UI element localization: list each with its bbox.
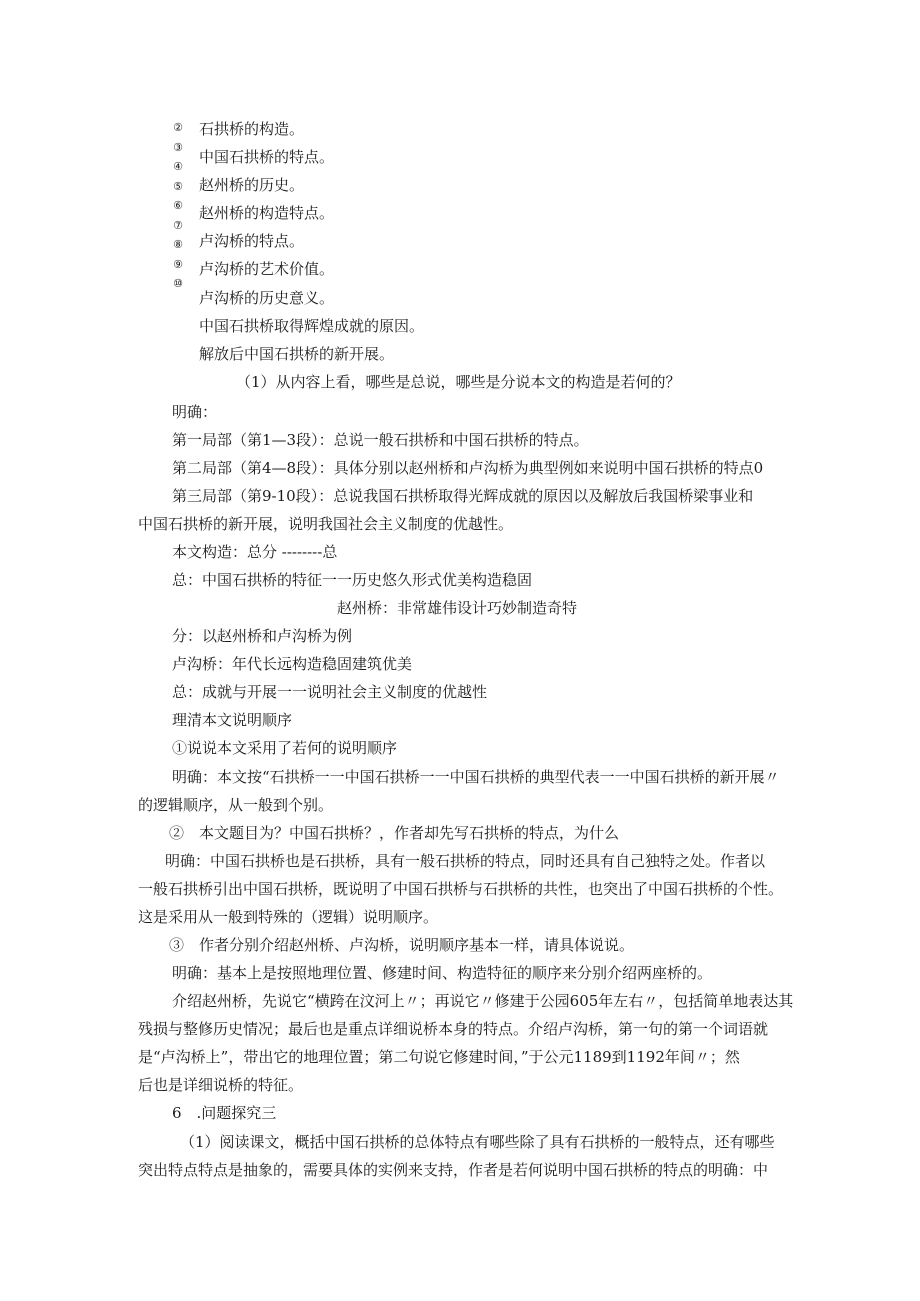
part-3-cont: 中国石拱桥的新开展，说明我国社会主义制度的优越性。 [138,515,514,533]
intro-paragraph-cont: 残损与整修历史情况；最后也是重点详细说桥本身的特点。介绍卢沟桥，第一句的第一个词语就 [138,1020,769,1038]
list-item: 赵州桥的构造特点。 [199,204,335,222]
list-number: ⑨ [173,257,183,271]
structure-line: 本文构造：总分 --------总 [172,543,338,561]
part-1: 第一局部（第1—3段）：总说一般石拱桥和中国石拱桥的特点。 [172,431,589,449]
order-title: 理清本文说明顺序 [172,711,293,729]
section-heading: 6 .问题探究三 [172,1104,277,1122]
list-number: ⑦ [173,218,183,232]
order-answer-3: 明确：基本上是按照地理位置、修建时间、构造特征的顺序来分别介绍两座桥的。 [172,964,713,982]
explore-paragraph: （1）阅读课文，概括中国石拱桥的总体特点有哪些除了具有石拱桥的一般特点，还有哪些 [180,1133,775,1151]
order-answer-1: 明确：本文按“石拱桥一一中国石拱桥一一中国石拱桥的典型代表一一中国石拱桥的新开展〃 [172,768,780,786]
list-item: 中国石拱桥取得辉煌成就的原因。 [199,317,425,335]
list-item: 中国石拱桥的特点。 [199,148,335,166]
list-number: ④ [173,160,183,173]
list-item: 解放后中国石拱桥的新开展。 [199,345,395,363]
list-number-column [168,118,188,294]
structure-fen: 分：以赵州桥和卢沟桥为例 [172,627,353,645]
order-answer-1-cont: 的逻辑顺序，从一般到个别。 [138,796,334,814]
intro-paragraph-cont: 是“卢沟桥上”，带出它的地理位置；第二句说它修建时间，”于公元1189到1192年间〃；然 [138,1048,740,1066]
part-2: 第二局部（第4—8段）：具体分别以赵州桥和卢沟桥为典型例如来说明中国石拱桥的特点0 [172,459,764,477]
order-question-3: ③ 作者分别介绍赵州桥、卢沟桥，说明顺序基本一样，请具体说说。 [169,936,635,954]
list-item: 卢沟桥的特点。 [199,232,305,250]
list-item: 卢沟桥的历史意义。 [199,289,335,307]
order-answer-2: 明确：中国石拱桥也是石拱桥，具有一般石拱桥的特点，同时还具有自己独特之处。作者以 [165,852,766,870]
order-answer-2-cont: 这是采用从一般到特殊的（逻辑）说明顺序。 [138,908,439,926]
list-number: ③ [173,140,183,154]
list-item: 石拱桥的构造。 [199,120,305,138]
answer-label: 明确： [172,403,218,421]
list-number: ② [173,121,183,134]
explore-paragraph-cont: 突出特点特点是抽象的，需要具体的实例来支持，作者是若何说明中国石拱桥的特点的明确：中 [138,1161,769,1179]
order-question-2: ② 本文题目为？中国石拱桥？，作者却先写石拱桥的特点，为什么 [169,824,620,842]
structure-zong-2: 总：成就与开展一一说明社会主义制度的优越性 [172,683,488,701]
intro-paragraph-cont: 后也是详细说桥的特征。 [138,1076,304,1094]
order-answer-2-cont: 一般石拱桥引出中国石拱桥，既说明了中国石拱桥与石拱桥的共性，也突出了中国石拱桥的个性。 [138,880,784,898]
part-3: 第三局部（第9-10段）：总说我国石拱桥取得光辉成就的原因以及解放后我国桥梁事业和 [172,487,754,505]
structure-zhaozhou: 赵州桥：非常雄伟设计巧妙制造奇特 [337,599,578,617]
list-number: ⑤ [173,179,183,193]
intro-paragraph: 介绍赵州桥，先说它“横跨在汶河上〃；再说它〃修建于公园605年左右〃，包括简单地表达其 [172,992,794,1010]
structure-lugou: 卢沟桥：年代长远构造稳固建筑优美 [172,655,413,673]
list-number: ⑧ [173,238,183,251]
list-item: 卢沟桥的艺术价值。 [199,260,335,278]
list-item: 赵州桥的历史。 [199,176,305,194]
order-question-1: ①说说本文采用了若何的说明顺序 [172,739,398,757]
question-1: （1）从内容上看，哪些是总说，哪些是分说本文的构造是若何的？ [236,373,681,391]
list-number: ⑩ [173,277,183,290]
structure-zong-1: 总：中国石拱桥的特征一一历史悠久形式优美构造稳固 [172,571,533,589]
list-number: ⑥ [173,199,183,212]
